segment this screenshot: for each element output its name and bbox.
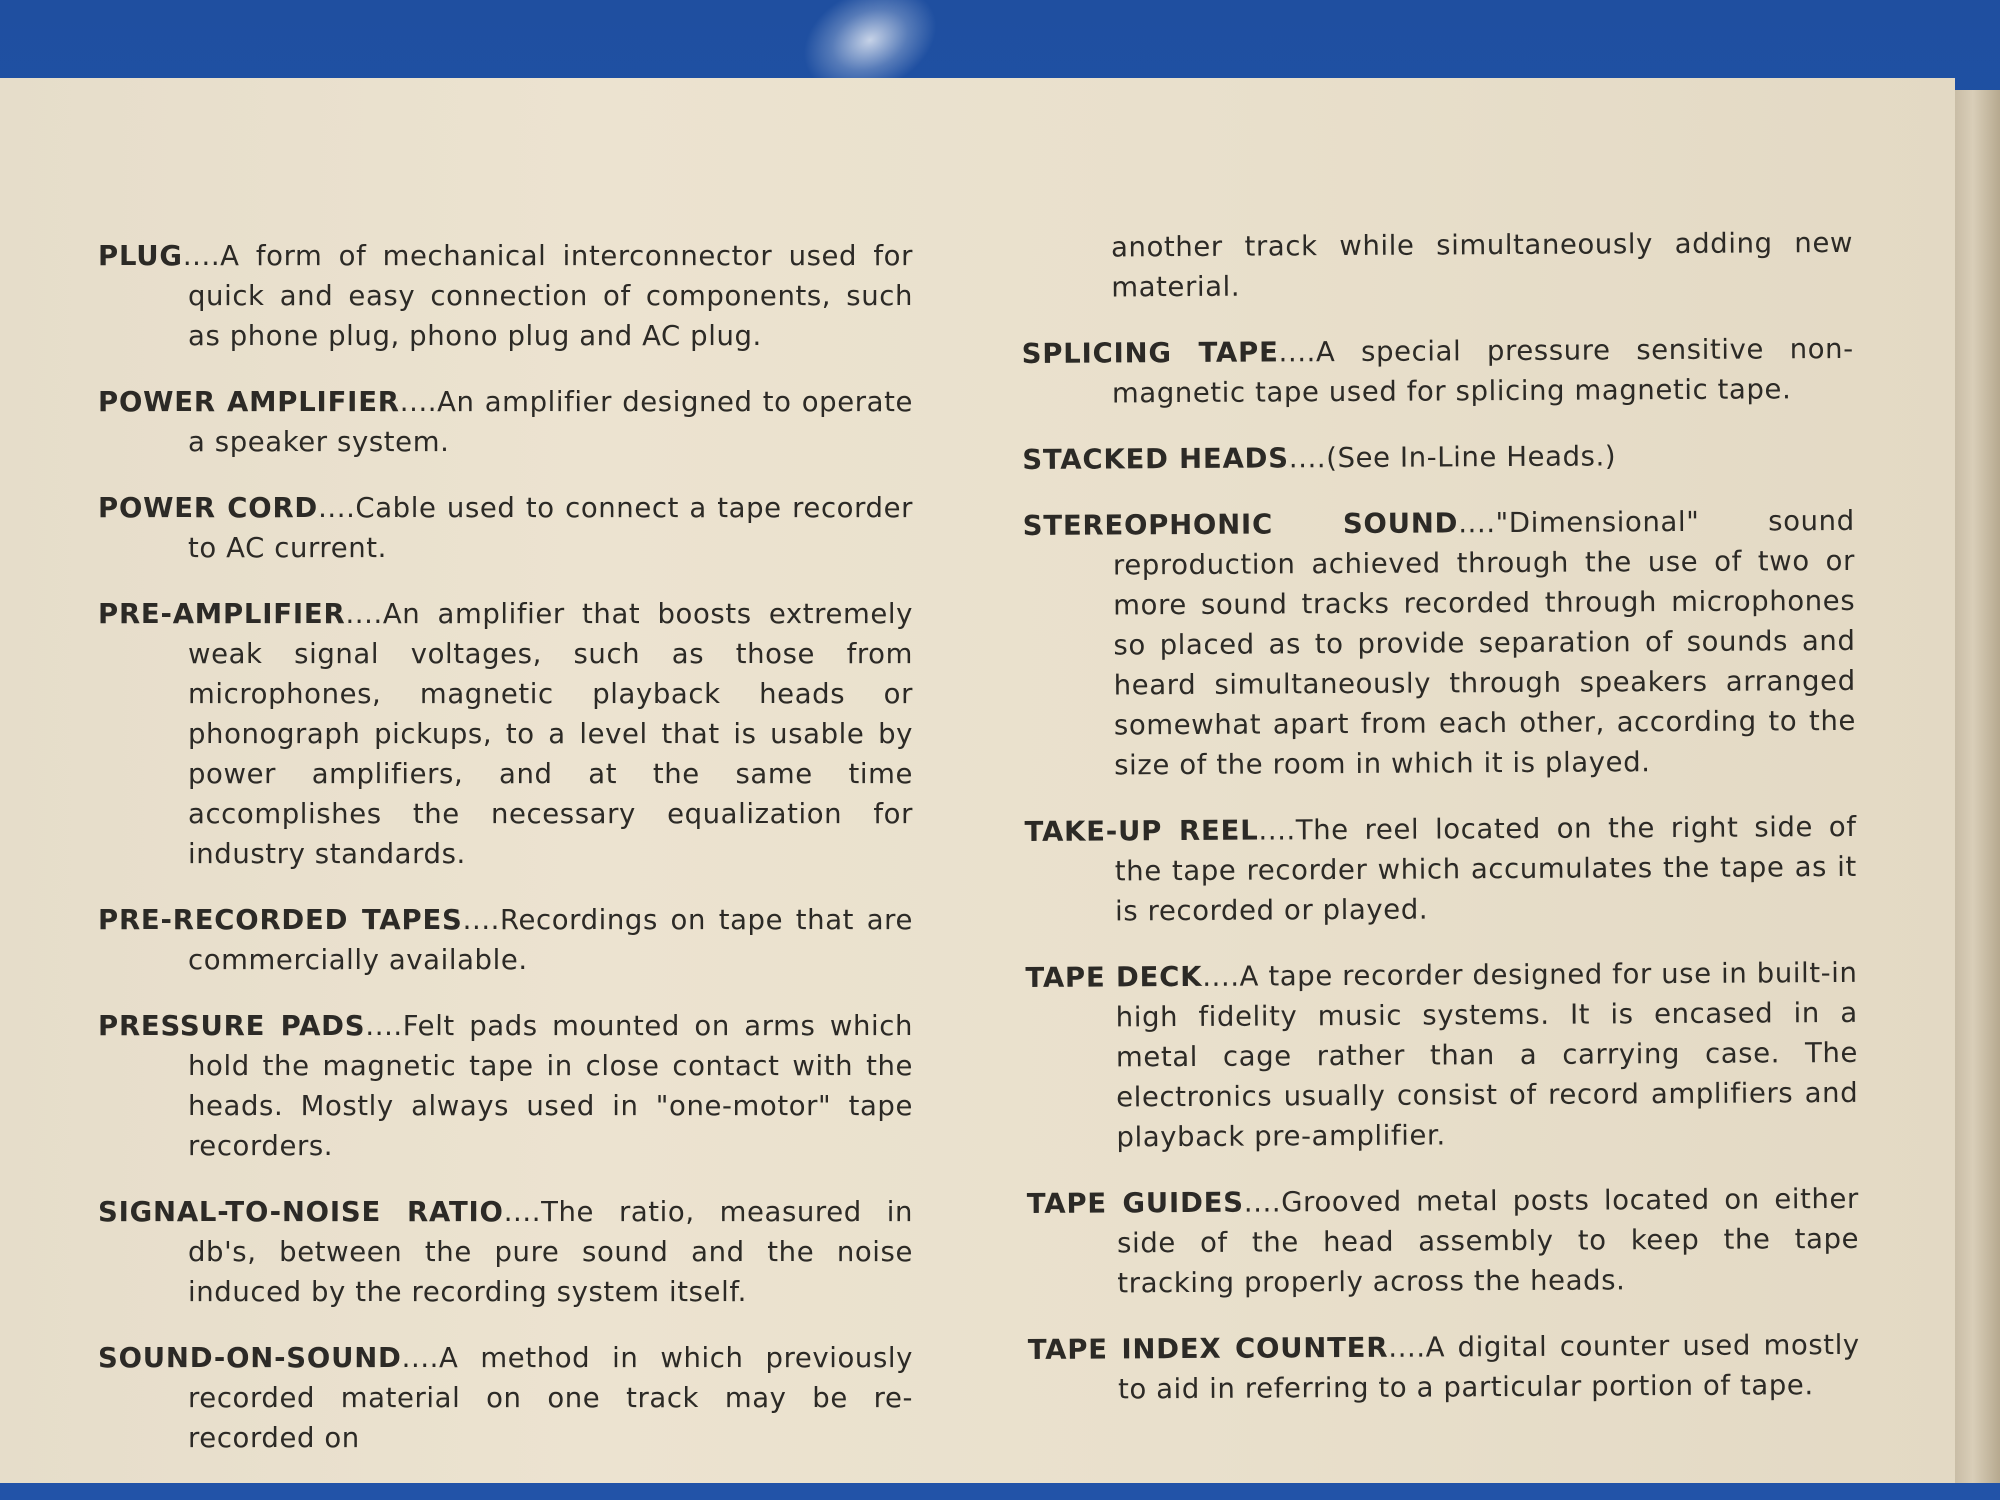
booklet-page <box>0 78 1955 1483</box>
glossary-term: PRESSURE PADS <box>98 1010 366 1042</box>
glossary-entry <box>1024 807 1857 932</box>
glossary-entry <box>1022 329 1854 414</box>
glossary-entry <box>98 1192 913 1312</box>
glossary-entry <box>98 900 913 980</box>
glossary-continuation: another track while simultaneously adding new material. <box>1110 226 1854 304</box>
glossary-term: TAPE GUIDES <box>1026 1186 1244 1220</box>
glossary-definition: ....Grooved metal posts located on either side of the head assembly to keep the tape tracking properly across the heads. <box>1117 1182 1860 1300</box>
glossary-entry <box>98 382 913 462</box>
glossary-term: PRE-AMPLIFIER <box>98 598 346 630</box>
glossary-term: SPLICING TAPE <box>1021 336 1279 370</box>
glossary-entry <box>1028 1325 1860 1410</box>
glossary-entry <box>98 236 913 356</box>
glossary-term: TAPE INDEX COUNTER <box>1027 1331 1389 1366</box>
glossary-entry <box>98 488 913 568</box>
glossary-term: SOUND-ON-SOUND <box>98 1342 402 1374</box>
glossary-definition: ....A tape recorder designed for use in built-in high fidelity music systems. It is encased in a metal cage rather than a carrying case. The electronics usually consist of record amplifiers and playback pre-amplifier. <box>1115 956 1859 1154</box>
glossary-entry <box>98 594 913 874</box>
glossary-definition: ....A form of mechanical interconnector used for quick and easy connection of components, such as phone plug, phono plug and AC plug. <box>182 240 913 352</box>
glossary-definition: ....The reel located on the right side of the tape recorder which accumulates the tape as it is recorded or played. <box>1114 810 1857 928</box>
glossary-right-column <box>1020 73 1860 1436</box>
glossary-term: POWER AMPLIFIER <box>98 386 400 418</box>
glossary-definition: ....The ratio, measured in db's, between the pure sound and the noise induced by the recording system itself. <box>188 1196 913 1308</box>
glossary-definition: ....A method in which previously recorded material on one track may be re-recorded on <box>188 1342 913 1454</box>
glossary-term: TAPE DECK <box>1025 960 1203 994</box>
glossary-definition: ....An amplifier that boosts extremely weak signal voltages, such as those from microphones, magnetic playback heads or phonograph pickups, to a level that is usable by power amplifiers, and at the same time accomplishes the necessary equalization for industry standards. <box>188 598 913 870</box>
glossary-entry <box>98 1338 913 1458</box>
glossary-entry <box>1023 501 1857 786</box>
glossary-definition: ....A special pressure sensitive non-magnetic tape used for splicing magnetic tape. <box>1111 332 1854 410</box>
glossary-term: POWER CORD <box>98 492 319 524</box>
glossary-term: SIGNAL-TO-NOISE RATIO <box>98 1196 504 1228</box>
glossary-definition: ....Recordings on tape that are commercially available. <box>188 904 913 976</box>
glossary-entry <box>1027 1179 1860 1304</box>
page-edge <box>1955 90 2000 1485</box>
glossary-entry <box>1025 953 1858 1158</box>
glossary-term: PLUG <box>98 240 183 272</box>
glossary-definition: ....Felt pads mounted on arms which hold the magnetic tape in close contact with the heads. Mostly always used in "one-motor" tape recorders. <box>188 1010 913 1162</box>
glossary-entry <box>98 1006 913 1166</box>
glossary-term: TAKE-UP REEL <box>1024 814 1259 848</box>
glossary-term: STACKED HEADS <box>1022 442 1289 476</box>
glossary-definition: ....(See In-Line Heads.) <box>1288 440 1617 475</box>
glossary-definition: ...."Dimensional" sound reproduction achieved through the use of two or more sound tracks recorded through microphones so placed as to provide separation of sounds and heard simultaneously through speakers arranged somewhat apart from each other, according to the size of the room in which it is played. <box>1112 504 1857 782</box>
glossary-term: STEREOPHONIC SOUND <box>1022 507 1459 542</box>
glossary-entry <box>1022 435 1854 480</box>
glossary-term: PRE-RECORDED TAPES <box>98 904 463 936</box>
glossary-definition: ....Cable used to connect a tape recorder to AC current. <box>188 492 913 564</box>
glossary-definition: ....A digital counter used mostly to aid in referring to a particular portion of tape. <box>1117 1328 1860 1406</box>
background-strip <box>0 1483 2000 1500</box>
glossary-definition: ....An amplifier designed to operate a speaker system. <box>188 386 913 458</box>
glossary-left-column <box>98 78 913 1484</box>
